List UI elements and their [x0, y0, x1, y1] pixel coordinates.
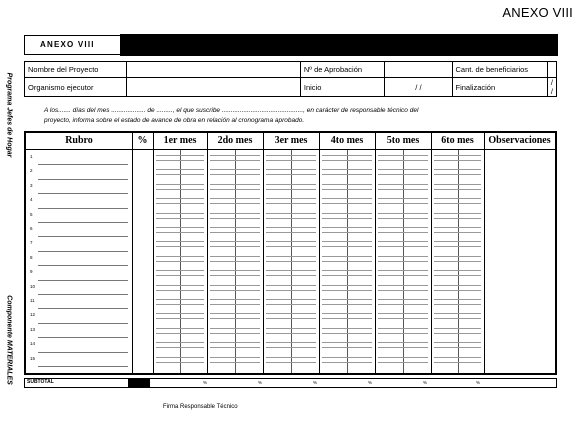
- field-nro-aprobacion[interactable]: [385, 62, 452, 78]
- column-header-7: 6to mes: [441, 135, 474, 146]
- cell-line: [434, 318, 481, 319]
- cell-line: [322, 328, 372, 329]
- cell-line: [434, 256, 481, 257]
- subtotal-percent-3: %: [313, 380, 318, 385]
- cell-line: [156, 328, 204, 329]
- cell-line: [210, 198, 260, 199]
- cell-line: [322, 169, 372, 170]
- side-label-program: Programa Jefes de Hogar: [5, 72, 13, 158]
- row-line: [38, 323, 128, 324]
- cell-line: [156, 290, 204, 291]
- cell-line: [210, 232, 260, 233]
- cell-line: [434, 227, 481, 228]
- subtotal-label: SUBTOTAL: [27, 379, 54, 385]
- column-divider: [207, 133, 208, 373]
- cell-line: [378, 285, 428, 286]
- field-finalizacion[interactable]: / /: [547, 78, 556, 97]
- cell-line: [322, 290, 372, 291]
- cell-line: [156, 299, 204, 300]
- row-line: [38, 208, 128, 209]
- cell-line: [266, 189, 316, 190]
- row-number: 14: [30, 341, 36, 347]
- row-line: [38, 352, 128, 353]
- subtotal-percent-4: %: [368, 380, 373, 385]
- cell-line: [378, 198, 428, 199]
- cell-line: [434, 275, 481, 276]
- project-info-table: [24, 61, 557, 97]
- cell-line: [378, 333, 428, 334]
- cell-line: [434, 270, 481, 271]
- cell-line: [378, 169, 428, 170]
- cell-line: [434, 218, 481, 219]
- cell-line: [322, 203, 372, 204]
- cell-line: [156, 232, 204, 233]
- cell-line: [210, 241, 260, 242]
- cell-line: [434, 347, 481, 348]
- cell-line: [378, 174, 428, 175]
- cell-line: [434, 232, 481, 233]
- cell-line: [378, 184, 428, 185]
- cell-line: [378, 246, 428, 247]
- cell-line: [156, 313, 204, 314]
- cell-line: [266, 328, 316, 329]
- cell-line: [434, 285, 481, 286]
- cell-line: [378, 155, 428, 156]
- row-number: 4: [30, 197, 33, 203]
- column-divider: [319, 133, 320, 373]
- label-inicio: Inicio: [300, 78, 384, 97]
- cell-line: [434, 155, 481, 156]
- cell-line: [266, 362, 316, 363]
- row-line: [38, 164, 128, 165]
- cell-line: [210, 347, 260, 348]
- cell-line: [156, 218, 204, 219]
- cell-line: [156, 155, 204, 156]
- cell-line: [266, 203, 316, 204]
- cell-line: [156, 169, 204, 170]
- cell-line: [434, 198, 481, 199]
- header-label: ANEXO VIII: [40, 40, 95, 49]
- cell-line: [156, 275, 204, 276]
- cell-line: [156, 304, 204, 305]
- cell-line: [322, 270, 372, 271]
- cell-line: [210, 174, 260, 175]
- cell-line: [434, 357, 481, 358]
- label-finalizacion: Finalización: [452, 78, 547, 97]
- cell-line: [210, 318, 260, 319]
- row-number: 1: [30, 154, 33, 159]
- cell-line: [156, 189, 204, 190]
- cell-line: [378, 270, 428, 271]
- column-header-1: %: [137, 135, 148, 146]
- cell-line: [266, 213, 316, 214]
- cell-line: [156, 357, 204, 358]
- row-line: [38, 294, 128, 295]
- cell-line: [378, 213, 428, 214]
- cell-line: [266, 304, 316, 305]
- field-nombre-proyecto[interactable]: [127, 62, 301, 78]
- cell-line: [434, 203, 481, 204]
- cell-line: [434, 169, 481, 170]
- cell-line: [210, 155, 260, 156]
- row-line: [38, 366, 128, 367]
- cell-line: [266, 227, 316, 228]
- row-number: 7: [30, 240, 33, 246]
- cell-line: [210, 169, 260, 170]
- column-header-0: Rubro: [65, 135, 93, 146]
- cell-line: [322, 285, 372, 286]
- subtotal-percent-2: %: [258, 380, 263, 385]
- row-number: 3: [30, 182, 33, 188]
- cell-line: [378, 318, 428, 319]
- cell-line: [156, 198, 204, 199]
- cell-line: [434, 184, 481, 185]
- cell-line: [266, 357, 316, 358]
- cell-line: [322, 313, 372, 314]
- cell-line: [322, 218, 372, 219]
- cell-line: [378, 347, 428, 348]
- cell-line: [434, 304, 481, 305]
- cell-line: [156, 160, 204, 161]
- row-line: [38, 280, 128, 281]
- cell-line: [434, 189, 481, 190]
- cell-line: [378, 362, 428, 363]
- cell-line: [266, 232, 316, 233]
- side-label-component: Componente MATERIALES: [5, 295, 13, 385]
- cell-line: [266, 261, 316, 262]
- cell-line: [210, 304, 260, 305]
- cell-line: [156, 213, 204, 214]
- cell-line: [322, 241, 372, 242]
- cell-line: [378, 227, 428, 228]
- cell-line: [322, 227, 372, 228]
- cell-line: [378, 232, 428, 233]
- cell-line: [266, 256, 316, 257]
- row-line: [38, 222, 128, 223]
- cell-line: [322, 256, 372, 257]
- progress-table: [24, 131, 557, 375]
- row-number: 2: [30, 168, 33, 174]
- column-divider: [153, 133, 154, 373]
- cell-line: [266, 342, 316, 343]
- cell-line: [210, 213, 260, 214]
- cell-line: [378, 203, 428, 204]
- cell-line: [156, 347, 204, 348]
- cell-line: [210, 313, 260, 314]
- cell-line: [322, 318, 372, 319]
- cell-line: [156, 241, 204, 242]
- cell-line: [322, 246, 372, 247]
- cell-line: [266, 218, 316, 219]
- subtotal-percent-1: %: [203, 380, 208, 385]
- cell-line: [322, 261, 372, 262]
- cell-line: [210, 256, 260, 257]
- cell-line: [322, 333, 372, 334]
- cell-line: [378, 304, 428, 305]
- cell-line: [378, 218, 428, 219]
- cell-line: [434, 362, 481, 363]
- cell-line: [210, 189, 260, 190]
- row-number: 5: [30, 211, 33, 217]
- field-organismo-ejecutor[interactable]: [127, 78, 301, 97]
- column-divider: [132, 133, 133, 373]
- cell-line: [266, 246, 316, 247]
- label-organismo-ejecutor: Organismo ejecutor: [25, 78, 127, 97]
- column-divider: [263, 133, 264, 373]
- cell-line: [266, 313, 316, 314]
- row-number: 15: [30, 355, 36, 361]
- row-number: 6: [30, 226, 33, 231]
- cell-line: [210, 184, 260, 185]
- cell-line: [266, 160, 316, 161]
- cell-line: [156, 184, 204, 185]
- subtotal-redacted: [128, 378, 150, 387]
- cell-line: [322, 299, 372, 300]
- row-line: [38, 337, 128, 338]
- cell-line: [210, 160, 260, 161]
- row-line: [38, 179, 128, 180]
- cell-line: [210, 285, 260, 286]
- cell-line: [266, 184, 316, 185]
- cell-line: [434, 313, 481, 314]
- cell-line: [266, 270, 316, 271]
- column-divider: [484, 133, 485, 373]
- cell-line: [322, 184, 372, 185]
- cell-line: [378, 241, 428, 242]
- cell-line: [266, 290, 316, 291]
- cell-line: [434, 342, 481, 343]
- cell-line: [156, 227, 204, 228]
- cell-line: [156, 362, 204, 363]
- cell-line: [156, 333, 204, 334]
- cell-line: [378, 256, 428, 257]
- cell-line: [210, 328, 260, 329]
- cell-line: [210, 246, 260, 247]
- subtotal-percent-5: %: [423, 380, 428, 385]
- cell-line: [378, 275, 428, 276]
- row-line: [38, 265, 128, 266]
- label-cant-beneficiarios: Cant. de beneficiarios: [452, 62, 547, 78]
- cell-line: [266, 275, 316, 276]
- cell-line: [266, 241, 316, 242]
- cell-line: [378, 261, 428, 262]
- cell-line: [210, 342, 260, 343]
- cell-line: [378, 299, 428, 300]
- cell-line: [434, 261, 481, 262]
- cell-line: [156, 174, 204, 175]
- field-inicio[interactable]: / /: [385, 78, 452, 97]
- cell-line: [322, 357, 372, 358]
- row-number: 8: [30, 254, 33, 260]
- cell-line: [210, 203, 260, 204]
- cell-line: [266, 198, 316, 199]
- signature-label: Firma Responsable Técnico: [163, 404, 238, 410]
- cell-line: [266, 285, 316, 286]
- column-header-4: 3er mes: [274, 135, 308, 146]
- cell-line: [434, 333, 481, 334]
- subtotal-percent-6: %: [476, 380, 481, 385]
- cell-line: [156, 261, 204, 262]
- row-number: 10: [30, 283, 36, 289]
- cell-line: [156, 342, 204, 343]
- cell-line: [210, 275, 260, 276]
- cell-line: [322, 198, 372, 199]
- cell-line: [210, 299, 260, 300]
- cell-line: [322, 347, 372, 348]
- cell-line: [434, 241, 481, 242]
- cell-line: [210, 290, 260, 291]
- cell-line: [322, 304, 372, 305]
- row-number: 13: [30, 326, 36, 332]
- label-nro-aprobacion: Nº de Aprobación: [300, 62, 384, 78]
- cell-line: [322, 155, 372, 156]
- cell-line: [378, 357, 428, 358]
- annex-title: ANEXO VIII: [502, 5, 573, 20]
- column-header-3: 2do mes: [217, 135, 253, 146]
- row-number: 9: [30, 269, 33, 275]
- cell-line: [210, 362, 260, 363]
- cell-line: [210, 218, 260, 219]
- field-cant-beneficiarios[interactable]: [547, 62, 556, 78]
- row-line: [38, 308, 128, 309]
- label-nombre-proyecto: Nombre del Proyecto: [25, 62, 127, 78]
- cell-line: [266, 174, 316, 175]
- cell-line: [322, 160, 372, 161]
- cell-line: [156, 285, 204, 286]
- cell-line: [266, 347, 316, 348]
- cell-line: [378, 160, 428, 161]
- cell-line: [378, 328, 428, 329]
- cell-line: [210, 261, 260, 262]
- cell-line: [156, 256, 204, 257]
- column-header-6: 5to mes: [386, 135, 420, 146]
- declaration-line-1: A los....... días del mes ................... de ........., el que suscribe ............................................., en carácter de responsable técnico del: [44, 107, 419, 114]
- row-line: [38, 251, 128, 252]
- cell-line: [156, 318, 204, 319]
- cell-line: [378, 290, 428, 291]
- cell-line: [210, 357, 260, 358]
- cell-line: [322, 362, 372, 363]
- cell-line: [434, 290, 481, 291]
- row-line: [38, 236, 128, 237]
- cell-line: [322, 342, 372, 343]
- cell-line: [322, 213, 372, 214]
- cell-line: [322, 174, 372, 175]
- cell-line: [434, 246, 481, 247]
- column-divider: [375, 133, 376, 373]
- column-header-8: Observaciones: [488, 135, 551, 146]
- cell-line: [322, 275, 372, 276]
- row-line: [38, 193, 128, 194]
- declaration-line-2: proyecto, informa sobre el estado de avance de obra en relación al cronograma aprobado.: [44, 117, 305, 124]
- cell-line: [434, 328, 481, 329]
- row-number: 12: [30, 312, 36, 318]
- cell-line: [322, 189, 372, 190]
- cell-line: [434, 213, 481, 214]
- cell-line: [266, 318, 316, 319]
- cell-line: [434, 299, 481, 300]
- cell-line: [434, 160, 481, 161]
- cell-line: [266, 299, 316, 300]
- cell-line: [378, 313, 428, 314]
- cell-line: [210, 333, 260, 334]
- column-header-2: 1er mes: [163, 135, 197, 146]
- cell-line: [210, 270, 260, 271]
- cell-line: [322, 232, 372, 233]
- column-header-5: 4to mes: [330, 135, 364, 146]
- cell-line: [378, 189, 428, 190]
- cell-line: [156, 246, 204, 247]
- cell-line: [156, 270, 204, 271]
- header-redacted-bar: [120, 34, 558, 56]
- cell-line: [156, 203, 204, 204]
- cell-line: [434, 174, 481, 175]
- column-divider: [431, 133, 432, 373]
- cell-line: [210, 227, 260, 228]
- cell-line: [266, 169, 316, 170]
- row-number: 11: [30, 298, 35, 303]
- cell-line: [266, 333, 316, 334]
- cell-line: [378, 342, 428, 343]
- cell-line: [266, 155, 316, 156]
